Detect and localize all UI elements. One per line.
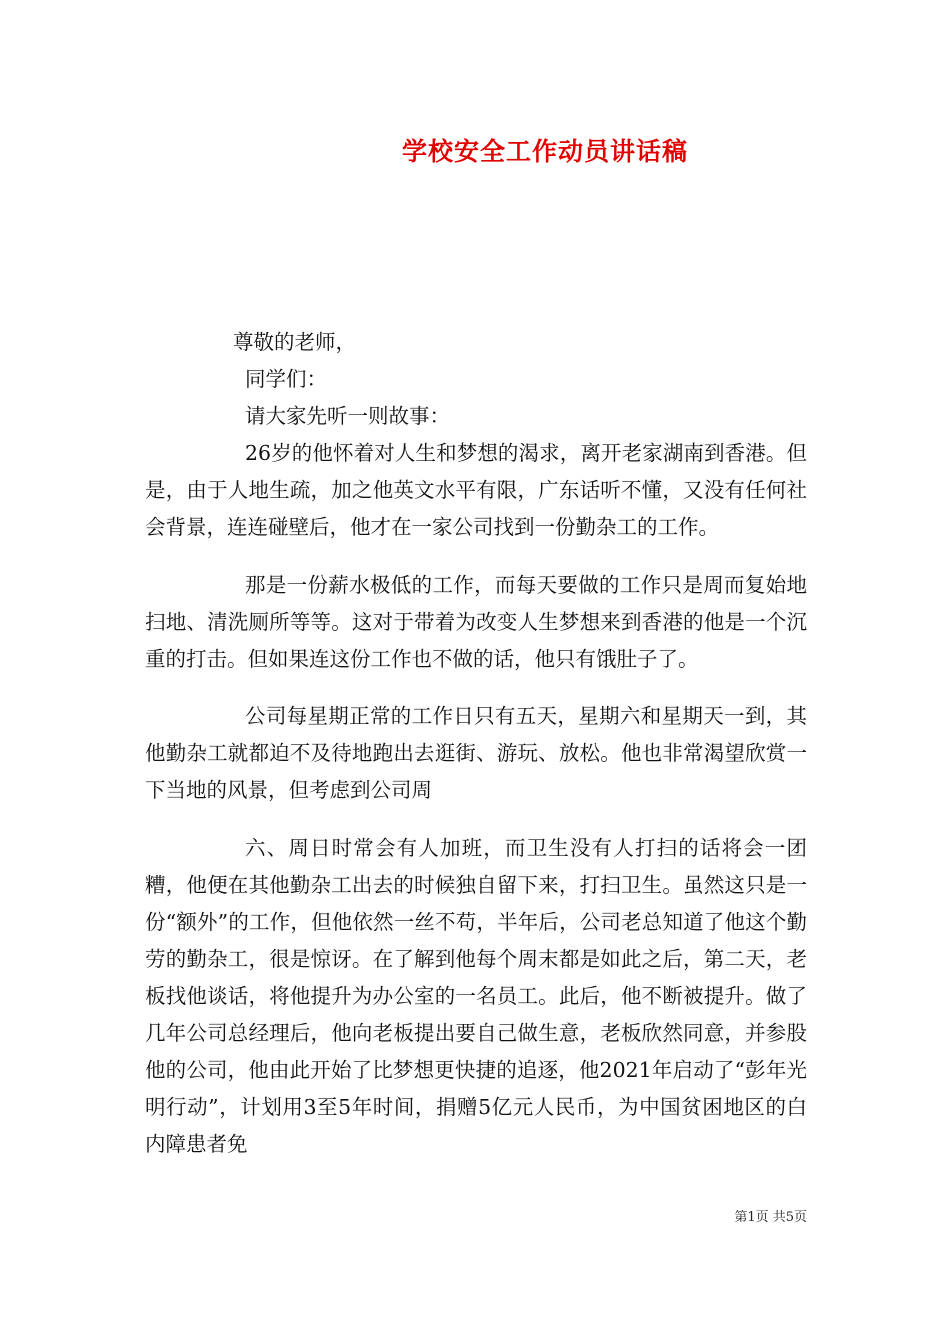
intro-line: 请大家先听一则故事：: [245, 404, 450, 428]
paragraph-2: 那是一份薪水极低的工作，而每天要做的工作只是周而复始地扫地、清洗厕所等等。这对于带着为改变人生梦想来到香港的他是一个沉重的打击。但如果连这份工作也不做的话，他只有饿肚子了。: [145, 572, 807, 671]
salutation-teachers: 尊敬的老师，: [233, 330, 356, 354]
salutation-students: 同学们：: [245, 367, 327, 391]
page-number-footer: 第1页 共5页: [734, 1210, 807, 1225]
paragraph-4: 六、周日时常会有人加班，而卫生没有人打扫的话将会一团糟，他便在其他勤杂工出去的时候独自留下来，打扫卫生。虽然这只是一份“额外”的工作，但他依然一丝不苟，半年后，公司老总知道了他这个勤劳的勤杂工，很是惊讶。在了解到他每个周末都是如此之后，第二天，老板找他谈话，将他提升为办公室的一名员工。此后，他不断被提升。做了几年公司总经理后，他向老板提出要自己做生意，老板欣然同意，并参股他的公司，他由此开始了比梦想更快捷的追逐，他2021年启动了“彭年光明行动”，计划用3至5年时间，捐赠5亿元人民币，为中国贫困地区的白内障患者免: [145, 835, 807, 1156]
document-title: 学校安全工作动员讲话稿: [401, 137, 688, 166]
document-body: [145, 324, 807, 1183]
paragraph-1: 26岁的他怀着对人生和梦想的渴求，离开老家湖南到香港。但是，由于人地生疏，加之他英文水平有限，广东话听不懂，又没有任何社会背景，连连碰壁后，他才在一家公司找到一份勤杂工的工作。: [145, 441, 807, 539]
paragraph-3: 公司每星期正常的工作日只有五天，星期六和星期天一到，其他勤杂工就都迫不及待地跑出去逛街、游玩、放松。他也非常渴望欣赏一下当地的风景，但考虑到公司周: [145, 704, 807, 802]
